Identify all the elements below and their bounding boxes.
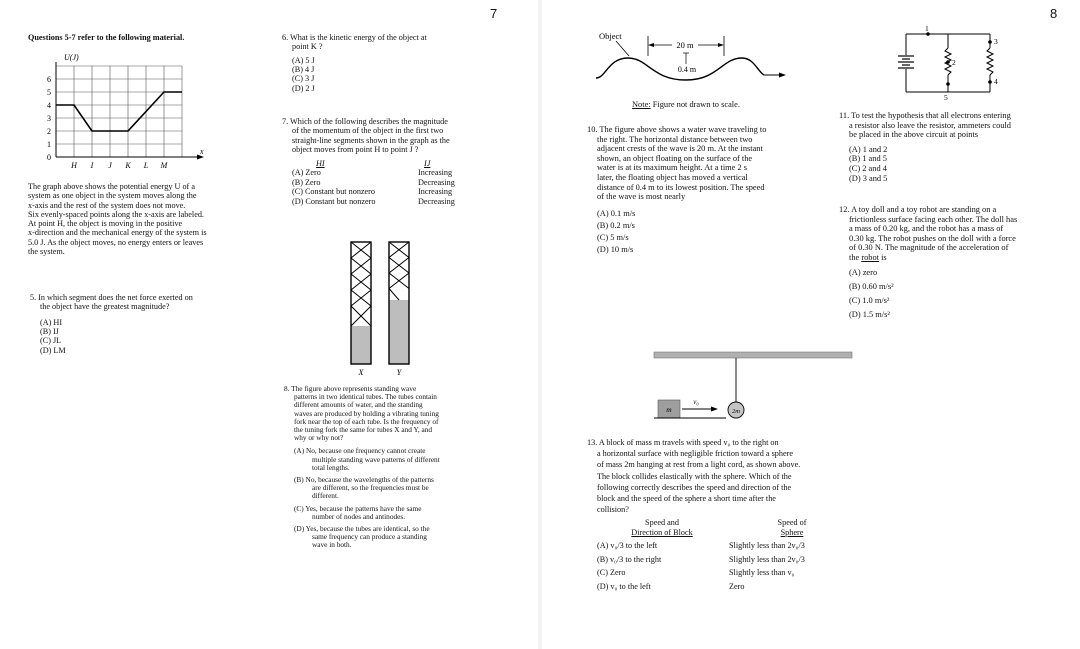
q8-stem-line: patterns in two identical tubes. The tubes contain [294,392,437,402]
q12-stem-line: of 0.30 N. The magnitude of the acceleration of [849,243,1009,253]
q12-last-prefix: the [849,252,860,262]
q12-option-b[interactable]: (B) 0.60 m/s² [849,281,894,291]
desc-line: x-direction and the mechanical energy of the system is [28,228,207,238]
q5-stem-line: the object have the greatest magnitude? [40,302,170,312]
q13-stem-line: 13. A block of mass m travels with speed v₀ to the right on [587,438,779,447]
q12-stem-line: frictionless surface facing each other. The doll has [849,214,1018,224]
q7-col-ij: IJ [424,159,431,169]
q8-b-line: are different, so the frequencies must be [312,483,429,493]
standing-wave-tubes-figure [345,238,425,378]
x-tick-j: J [108,161,112,170]
q13-stem-line: of mass 2m hanging at rest from a light cord, as shown above. [597,460,801,470]
q10-stem-line: the right. The horizontal distance between two [597,134,753,144]
q13-option-b[interactable] [587,553,867,567]
q7-b-ij: Decreasing [418,177,455,187]
note-prefix: Note: [632,100,651,109]
q11-stem-line: a resistor also leave the resistor, ammeters could [849,120,1011,130]
x-tick-k: K [125,161,131,170]
q8-a-line: multiple standing wave patterns of different [312,454,440,464]
q8-stem-line: waves are produced by holding a vibrating tuning [294,408,439,418]
q8-stem-line: different amounts of water, and the standing [294,400,423,410]
tube-y [389,242,409,364]
q13-stem-line: following correctly describes the speed and direction of the [597,482,792,492]
q6-stem-line: point K ? [292,42,323,52]
question-6 [282,33,512,93]
q12-stem-line: a mass of 0.20 kg, and the robot has a mass of [849,224,1004,234]
q7-a-ij: Increasing [418,168,453,178]
circuit-point-3: 3 [994,37,998,46]
q7-d-ij: Decreasing [418,196,455,206]
y-tick-4: 4 [47,101,51,110]
q11-option-d[interactable]: (D) 3 and 5 [849,173,888,183]
q13-d-sphere: Zero [729,581,745,591]
q7-d-hi: (D) Constant but nonzero [292,196,376,206]
y-tick-1: 1 [47,140,51,149]
horizontal-distance-label: 20 m [676,40,694,50]
q7-c-ij: Increasing [418,187,453,197]
q8-stem-line: the tuning fork the same for tubes X and Y, and [294,425,433,435]
q7-stem-line: of the momentum of the object in the first two [292,126,444,136]
q13-a-sphere: Slightly less than 2v₀/3 [729,541,805,551]
ceiling [654,352,852,358]
q11-stem-line: be placed in the above circuit at points [849,130,979,140]
desc-line: 5.0 J. As the object moves, no energy enters or leaves [28,237,204,247]
y-tick-2: 2 [47,127,51,136]
q13-c-sphere: Slightly less than v₀ [729,568,795,578]
q13-col2-header-line: Speed of [777,518,807,528]
q8-d-line: (D) Yes, because the tubes are identical, so the [294,524,430,534]
q13-stem-line: a horizontal surface with negligible friction toward a sphere [597,449,793,459]
tube-x [351,242,371,364]
q8-c-line: number of nodes and antinodes. [312,511,406,521]
object-label: Object [599,31,622,41]
question-12 [839,205,1069,322]
sphere-mass-label: 2m [732,408,740,415]
circuit-figure [894,22,1004,102]
object-pointer [616,41,629,56]
q5-option-b[interactable]: (B) IJ [40,327,59,336]
desc-line: system as one object in the system moves along the [28,191,197,201]
block-sphere-figure [652,350,862,428]
q10-stem-line: 10. The figure above shows a water wave traveling to [587,125,767,134]
q8-d-line: wave in both. [312,540,352,550]
q7-col-hi: HI [316,159,325,169]
figure-note [632,100,740,109]
q13-col1-header-line: Speed and [645,518,679,528]
vertical-distance-label: 0.4 m [677,65,697,74]
q12-last-suffix: is [881,252,887,262]
q11-option-c[interactable]: (C) 2 and 4 [849,163,887,173]
q6-option-a[interactable]: (A) 5 J [292,55,315,65]
y-tick-6: 6 [47,75,51,84]
question-13 [587,437,867,593]
q5-option-d[interactable]: (D) LM [40,345,66,355]
q13-col1-header-line: Direction of Block [631,527,693,537]
q13-stem-line: The block collides elastically with the sphere. Which of the [597,471,792,481]
q13-d-block: (D) v₀ to the left [597,581,651,591]
q10-option-a[interactable]: (A) 0.1 m/s [597,208,636,218]
q8-a-line: (A) No, because one frequency cannot create [294,446,426,456]
desc-line: Six evenly-spaced points along the x-axis are labeled. [28,209,204,219]
question-7 [282,117,522,206]
y-tick-3: 3 [47,114,51,123]
q12-stem-line: 12. A toy doll and a toy robot are standing on a [839,205,997,214]
q13-stem-line: block and the speed of the sphere a short time after the [597,494,776,504]
q7-c-hi: (C) Constant but nonzero [292,187,375,197]
q12-underlined-word: robot [861,252,880,262]
page-7 [0,0,538,649]
q8-option-b[interactable] [284,476,489,501]
q12-option-a[interactable]: (A) zero [849,267,878,277]
q13-col1-header [597,518,727,537]
y-tick-0: 0 [47,153,51,162]
desc-line: At point H, the object is moving in the positive [28,219,183,229]
page-number: 8 [1050,6,1058,21]
velocity-label: v₀ [693,398,699,406]
q10-option-d[interactable]: (D) 10 m/s [597,244,634,254]
q8-b-line: (B) No, because the wavelengths of the patterns [294,475,434,485]
desc-line: x-axis and the rest of the system does not move. [28,200,186,210]
q7-option-c[interactable] [282,187,522,196]
q7-stem-line: straight-line segments shown in the graph as the [292,135,450,145]
graph-x-label: x [200,147,204,156]
q8-option-c[interactable] [284,505,489,521]
note-text: Figure not drawn to scale. [652,100,740,109]
q13-b-sphere: Slightly less than 2v₀/3 [729,554,805,564]
q6-option-b[interactable]: (B) 4 J [292,65,315,74]
question-5 [30,293,270,355]
q10-option-c[interactable]: (C) 5 m/s [597,232,629,242]
q11-option-b[interactable]: (B) 1 and 5 [849,154,887,164]
tube-y-label: Y [396,368,402,377]
page-8 [542,0,1080,649]
q10-stem-line: later, the floating object has moved a vertical [597,172,748,182]
q7-stem-line: 7. Which of the following describes the magnitude [282,117,448,126]
circuit-point-4: 4 [994,77,998,86]
q7-option-a[interactable] [282,168,522,177]
potential-energy-curve [56,92,182,131]
q7-a-hi: (A) Zero [292,168,321,178]
q5-option-a[interactable]: (A) HI [40,317,63,327]
q12-stem-line: 0.30 kg. The robot pushes on the doll with a force [849,233,1016,243]
q5-7-header: Questions 5-7 refer to the following material. [28,33,185,42]
q8-option-a[interactable] [284,447,489,472]
q13-option-a[interactable] [587,539,867,553]
question-8 [284,385,489,550]
q13-table-header [587,518,867,537]
circuit-point-1: 1 [925,24,929,33]
q10-stem-line: shown, an object floating on the surface of the [597,153,753,163]
q13-col2-header [727,518,857,537]
question-11 [839,111,1069,183]
graph-y-label: U(J) [64,53,79,62]
q8-stem-line: why or why not? [294,433,344,443]
circuit-point-2: 2 [952,58,956,67]
q12-option-c[interactable]: (C) 1.0 m/s² [849,295,890,305]
q10-stem-line: distance of 0.4 m to its lowest position. The speed [597,182,765,192]
q13-c-block: (C) Zero [597,568,626,578]
q13-b-block: (B) v₀/3 to the right [597,554,662,564]
q12-option-d[interactable]: (D) 1.5 m/s² [849,309,890,319]
x-tick-l: L [143,161,149,170]
q7-table-header [282,159,522,168]
q11-stem-line: 11. To test the hypothesis that all electrons entering [839,111,1011,120]
q8-a-line: total lengths. [312,462,350,472]
tube-x-label: X [358,368,364,377]
x-tick-i: I [90,161,94,170]
wave-direction-arrow [779,73,786,78]
page-number: 7 [490,6,498,21]
block-mass-label: m [666,405,672,414]
q8-stem-line: fork near the top of each tube. Is the frequency of [294,416,439,426]
q7-option-b[interactable] [282,178,522,187]
circuit-point-5: 5 [944,93,948,102]
q6-option-d[interactable]: (D) 2 J [292,83,315,93]
q5-7-description [28,182,268,256]
desc-line: The graph above shows the potential energy U of a [28,182,195,191]
potential-energy-graph [28,48,218,173]
q8-c-line: (C) Yes, because the patterns have the same [294,503,422,513]
q10-stem-line: adjacent crests of the wave is 20 m. At the instant [597,144,763,154]
q12-stem-last-line [839,253,1069,263]
q5-option-c[interactable]: (C) JL [40,336,62,346]
q8-option-d[interactable] [284,525,489,550]
question-10 [587,125,817,256]
q7-option-d[interactable] [282,197,522,206]
q7-b-hi: (B) Zero [292,177,321,187]
q13-option-d[interactable] [587,580,867,594]
desc-line: the system. [28,247,65,257]
q13-stem-line: collision? [597,505,629,515]
q10-stem-line: of the wave is most nearly [597,192,686,202]
x-tick-h: H [71,161,77,170]
q8-d-line: same frequency can produce a standing [312,532,427,542]
q13-option-c[interactable] [587,566,867,580]
q8-b-line: different. [312,491,339,501]
q10-option-b[interactable]: (B) 0.2 m/s [597,220,635,230]
q5-stem-line: 5. In which segment does the net force exerted on [30,293,193,302]
x-tick-m: M [160,161,168,170]
y-tick-5: 5 [47,88,51,97]
q6-stem-line: 6. What is the kinetic energy of the object at [282,33,427,42]
q11-option-a[interactable]: (A) 1 and 2 [849,144,888,154]
q10-stem-line: water is at its maximum height. At a time 2 s [597,163,748,173]
q13-a-block: (A) v₀/3 to the left [597,541,658,551]
q7-stem-line: object moves from point H to point J ? [292,144,419,154]
q6-option-c[interactable]: (C) 3 J [292,74,315,84]
water-wave-figure [594,28,794,94]
q8-stem-line: 8. The figure above represents standing wave [284,384,417,393]
q13-col2-header-line: Sphere [780,527,804,537]
